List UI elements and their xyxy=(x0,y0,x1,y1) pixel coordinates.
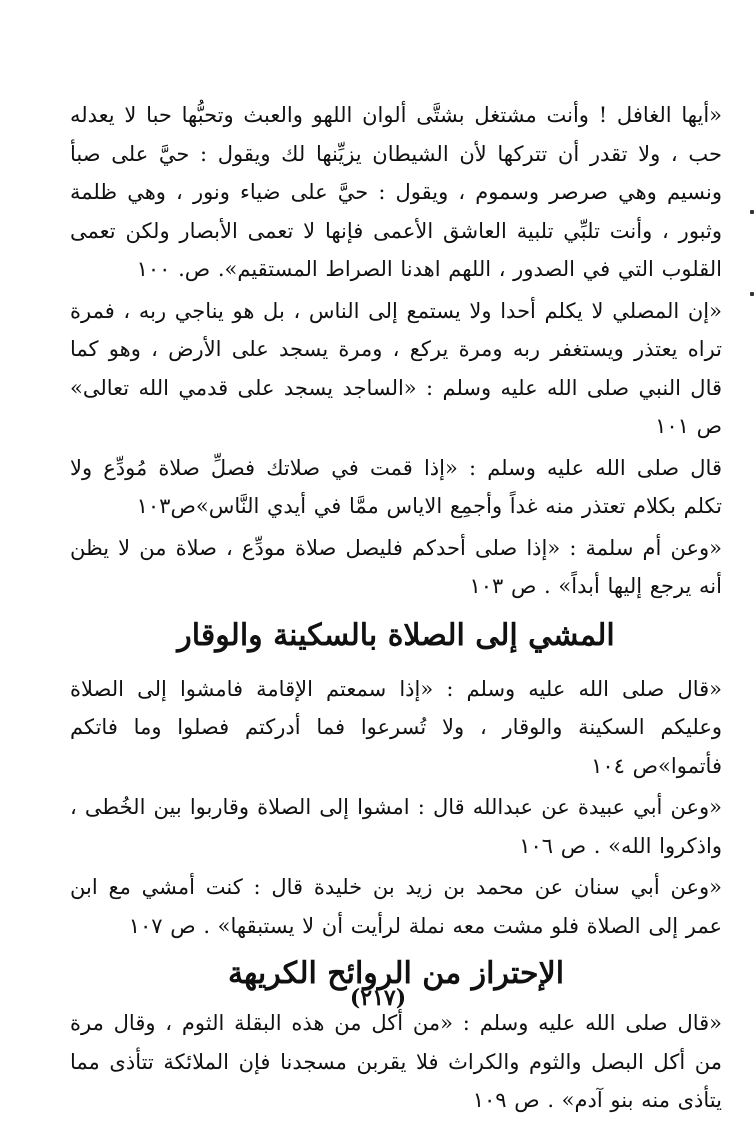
paragraph-garlic-onion: «قال صلى الله عليه وسلم : «من أكل من هذه البقلة الثوم ، وقال مرة من أكل البصل والثوم والكراث فلا يقربن مسجدنا فإن الملائكة تتأذى مما يتأذى منه بنو آدم» . ص ١٠٩ xyxy=(70,1011,722,1112)
page-number: (٢١٧) xyxy=(349,985,407,1011)
section-heading-walking-to-prayer: المشي إلى الصلاة بالسكينة والوقار xyxy=(177,617,615,653)
paragraph-ibn-umar: «وعن أبي سنان عن محمد بن زيد بن خليدة قال : كنت أمشي مع ابن عمر إلى الصلاة فلو مشت معه نملة لرأيت أن لا يستبقها» . ص ١٠٧ xyxy=(70,875,722,938)
scan-mark xyxy=(750,292,754,296)
page-body xyxy=(70,96,722,1123)
paragraph-heedless: «أيها الغافل ! وأنت مشتغل بشتَّى ألوان اللهو والعبث وتحبُّها حبا لا يعدله حب ، ولا تقدر أن تتركها لأن الشيطان يزيِّنها لك ويقول : حيَّ على صبأ ونسيم وهي صرصر وسموم ، ويقول : حيَّ على ضياء ونور ، وهي ظلمة وثبور ، وأنت تلبِّي تلبية العاشق الأعمى فإنها لا تعمى الأبصار ولكن تعمى القلوب التي في الصدور ، اللهم اهدنا الصراط المستقيم». ص. ١٠٠ xyxy=(70,103,722,281)
paragraph-abu-ubaida: «وعن أبي عبيدة عن عبدالله قال : امشوا إلى الصلاة وقاربوا بين الخُطى ، واذكروا الله» . ص ١٠٦ xyxy=(70,795,722,858)
paragraph-farewell-prayer: قال صلى الله عليه وسلم : «إذا قمت في صلاتك فصلِّ صلاة مُودِّع ولا تكلم بكلام تعتذر منه غداً وأجمِع الاياس ممَّا في أيدي النَّاس»ص١٠٣ xyxy=(70,455,722,518)
paragraph-iqama: «قال صلى الله عليه وسلم : «إذا سمعتم الإقامة فامشوا إلى الصلاة وعليكم السكينة والوقار ، ولا تُسرعوا فما أدركتم فصلوا وما فاتكم فأتموا»ص ١٠٤ xyxy=(70,676,722,778)
paragraph-umm-salama: «وعن أم سلمة : «إذا صلى أحدكم فليصل صلاة مودِّع ، صلاة من لا يظن أنه يرجع إليها أبداً» . ص ١٠٣ xyxy=(70,535,722,598)
section-heading-avoiding-odors: الإحتراز من الروائح الكريهة xyxy=(227,956,565,991)
paragraph-worshipper: «إن المصلي لا يكلم أحدا ولا يستمع إلى الناس ، بل هو يناجي ربه ، فمرة تراه يعتذر ويستغفر ربه ومرة يركع ، ومرة يسجد على الأرض ، وهو كما قال النبي صلى الله عليه وسلم : «الساجد يسجد على قدمي الله تعالى» ص ١٠١ xyxy=(70,298,722,438)
scan-mark xyxy=(750,210,754,214)
